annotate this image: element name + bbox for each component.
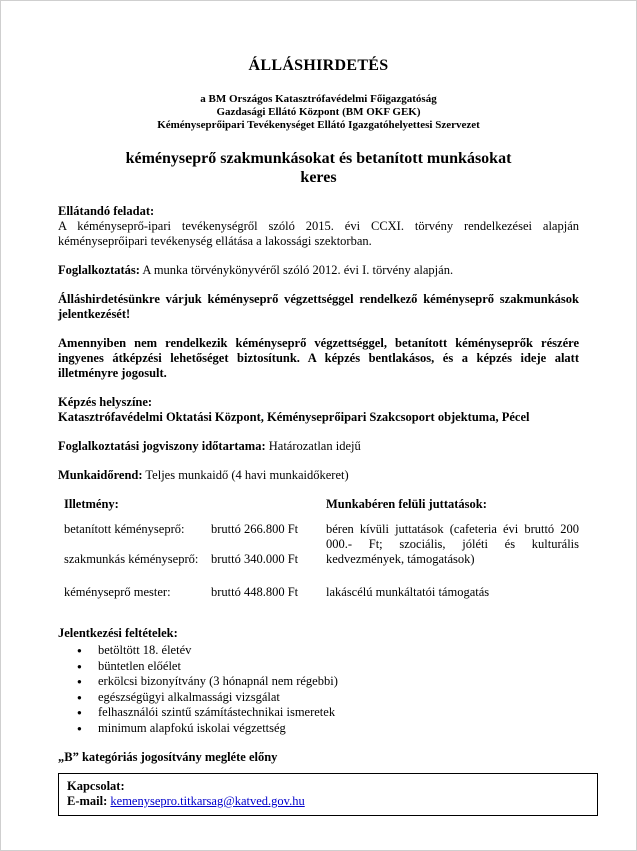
salary-amount: bruttó 266.800 Ft	[211, 522, 299, 536]
contact-box	[58, 773, 598, 816]
salary-row	[64, 585, 326, 600]
salary-row	[64, 552, 326, 567]
headline	[58, 149, 579, 187]
training-text: Amennyiben nem rendelkezik kéményseprő végzettséggel, betanított kéményseprők részére ingyenes átképzési lehetőséget biztosítunk. A képzés bentlakásos, és a képzés ideje alatt illetményre jogosult.	[58, 336, 579, 380]
requirements-title: Jelentkezési feltételek:	[58, 626, 178, 640]
training-location-label: Képzés helyszíne:	[58, 395, 153, 409]
contact-title: Kapcsolat:	[67, 779, 125, 793]
page-title: ÁLLÁSHIRDETÉS	[248, 57, 389, 74]
list-item: ● betöltött 18. életév	[98, 643, 579, 659]
task-section	[58, 204, 579, 249]
employment-text: A munka törvénykönyvéről szóló 2012. évi I. törvény alapján.	[139, 263, 454, 277]
license-advantage: „B” kategóriás jogosítvány megléte előny	[58, 750, 278, 764]
salary-role: szakmunkás kéményseprő:	[64, 552, 199, 566]
task-text: A kéményseprő-ipari tevékenységről szóló 2015. évi CCXI. törvény rendelkezései alapján kéményseprőipari tevékenység ellátása a lakossági szektorban.	[58, 219, 579, 248]
requirements-section	[58, 626, 579, 736]
list-item: ● egészségügyi alkalmassági vizsgálat	[98, 690, 579, 706]
working-hours-section	[58, 468, 579, 483]
organization-block	[58, 93, 579, 132]
contact-email-line	[67, 794, 589, 809]
apply-text: Álláshirdetésünkre várjuk kéményseprő végzettséggel rendelkező kéményseprő szakmunkások jelentkezését!	[58, 292, 579, 321]
organization-line: Kéményseprőipari Tevékenységet Ellátó Igazgatóhelyettesi Szervezet	[157, 119, 480, 131]
employment-section	[58, 263, 579, 278]
benefits-text: béren kívüli juttatások (cafeteria évi bruttó 200 000.- Ft; szociális, jóléti és kulturális kedvezmények, támogatások)	[326, 522, 579, 566]
email-link[interactable]: kemenysepro.titkarsag@katved.gov.hu	[110, 794, 305, 808]
salary-amount: bruttó 448.800 Ft	[211, 585, 299, 599]
working-hours-label: Munkaidőrend:	[58, 468, 143, 482]
salary-column	[58, 497, 326, 600]
requirements-list	[58, 643, 579, 736]
duration-text: Határozatlan idejű	[265, 439, 361, 453]
headline-line: kéményseprő szakmunkásokat és betanított munkásokat	[125, 150, 512, 167]
working-hours-text: Teljes munkaidő (4 havi munkaidőkeret)	[142, 468, 349, 482]
benefits-title: Munkabéren felüli juttatások:	[326, 497, 487, 511]
organization-line: a BM Országos Katasztrófavédelmi Főigazgatóság	[200, 93, 437, 105]
list-item: ● erkölcsi bizonyítvány (3 hónapnál nem régebbi)	[98, 674, 579, 690]
benefits-housing: lakáscélú munkáltatói támogatás	[326, 585, 490, 599]
duration-section	[58, 439, 579, 454]
salary-amount: bruttó 340.000 Ft	[211, 552, 299, 566]
training-location-text: Katasztrófavédelmi Oktatási Központ, Kéményseprőipari Szakcsoport objektuma, Pécel	[58, 410, 530, 424]
list-item: ● felhasználói szintű számítástechnikai ismeretek	[98, 705, 579, 721]
employment-label: Foglalkoztatás:	[58, 263, 140, 277]
duration-label: Foglalkoztatási jogviszony időtartama:	[58, 439, 266, 453]
salary-role: betanított kéményseprő:	[64, 522, 185, 536]
training-location-section	[58, 395, 579, 425]
salary-title: Illetmény:	[64, 497, 119, 511]
benefits-column	[326, 497, 579, 600]
task-label: Ellátandó feladat:	[58, 204, 155, 218]
salary-benefits-table	[58, 497, 579, 600]
organization-line: Gazdasági Ellátó Központ (BM OKF GEK)	[216, 106, 421, 118]
salary-row	[64, 522, 326, 537]
list-item: ● minimum alapfokú iskolai végzettség	[98, 721, 579, 737]
job-advertisement-page	[1, 57, 636, 816]
headline-line: keres	[300, 169, 337, 186]
list-item: ● büntetlen előélet	[98, 659, 579, 675]
email-label: E-mail:	[67, 794, 111, 808]
salary-role: kéményseprő mester:	[64, 585, 171, 599]
